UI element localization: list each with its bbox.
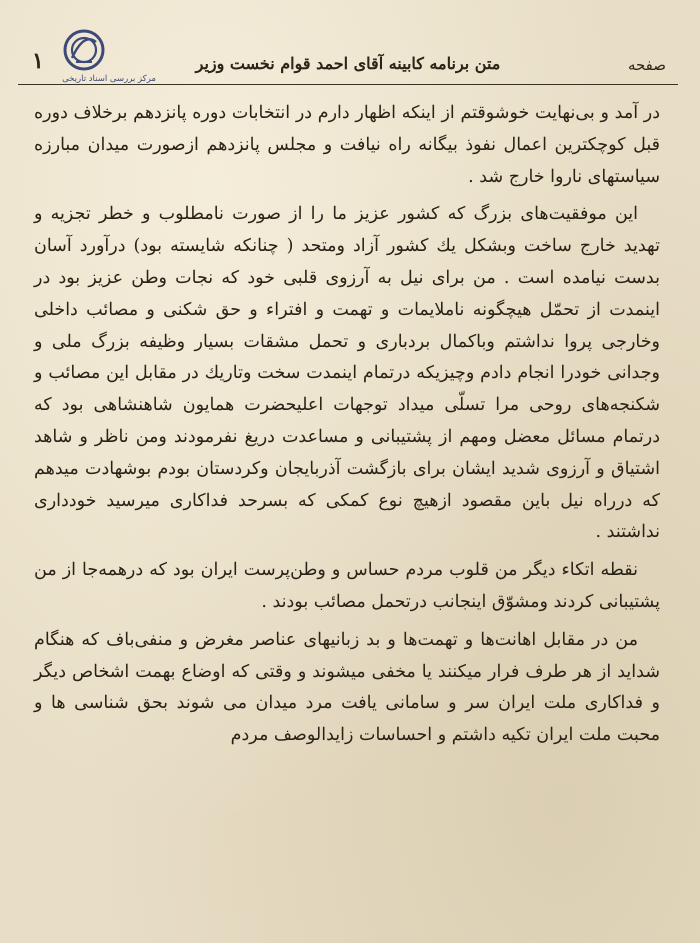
paragraph: این موفقیت‌های بزرگ که کشور عزیز ما را از صورت نامطلوب و خطر تجزیه و تهدید خارج ساخت وبشکل یك کشور آزاد ومتحد ( چنانکه شایسته بود) درآورد آسان بدست نیامده است . من برای نیل به آرزوی قلبی خود که نجات وطن عزیز بود در اینمدت از تحمّل هیچگونه ناملایمات و تهمت و افتراء و حق شکنی و مصائب داخلی وخارجی پروا نداشتم وباکمال بردباری و تحمل مشقات بسیار وظیفه بزرگ ملی و وجدانی خودرا انجام دادم وچیزیکه درتمام اینمدت سخت وتاریك در مقابل این مصائب و شکنجه‌های روحی مرا تسلّی میداد توجهات اعلیحضرت همایون شاهنشاهی بود که درتمام مسائل معضل ومهم از پشتیبانی و مساعدت دریغ نفرمودند ومن ناظر و شاهد اشتیاق و آرزوی شدید ایشان برای بازگشت آذربایجان وکردستان بودم بوشهادت میدهم که درراه نیل باین مقصود ازهیچ نوع کمکی که بسرحد فداکاری میرسید خودداری نداشتند . bbox=[34, 204, 660, 543]
header-divider bbox=[18, 84, 678, 85]
paragraph: در آمد و بی‌نهایت خوشوقتم از اینکه اظهار دارم در انتخابات دوره پانزدهم برخلاف دوره قبل کوچکترین اعمال نفوذ بیگانه راه نیافت و مجلس پانزدهم ازصورت میدان مبارزه سیاستهای ناروا خارج شد . bbox=[34, 103, 660, 187]
paragraph: نقطه اتکاء دیگر من قلوب مردم حساس و وطن‌پرست ایران بود که درهمه‌جا از من پشتیبانی کردند ومشوّق اینجانب درتحمل مصائب بودند . bbox=[34, 560, 660, 612]
page-label: صفحه bbox=[627, 56, 666, 74]
page-header bbox=[24, 44, 672, 80]
body-text bbox=[34, 98, 660, 758]
paragraph: من در مقابل اهانت‌ها و تهمت‌ها و بد زبانیهای عناصر مغرض و منفی‌باف که هنگام شداید از هر طرف فرار میکنند یا مخفی میشوند و وقتی که اوضاع بهمت اشخاص دیگر و فداکاری ملت ایران سر و سامانی یافت مرد میدان می شوند بحق شناسی ها و محبت ملت ایران تکیه داشتم و احساسات زایدالوصف مردم bbox=[34, 629, 660, 746]
page-title: متن برنامه کابینه آقای احمد قوام نخست وزیر bbox=[195, 54, 501, 73]
page-number: ۱ bbox=[32, 48, 44, 74]
logo-caption: مرکز بررسی اسناد تاریخی bbox=[62, 74, 156, 84]
